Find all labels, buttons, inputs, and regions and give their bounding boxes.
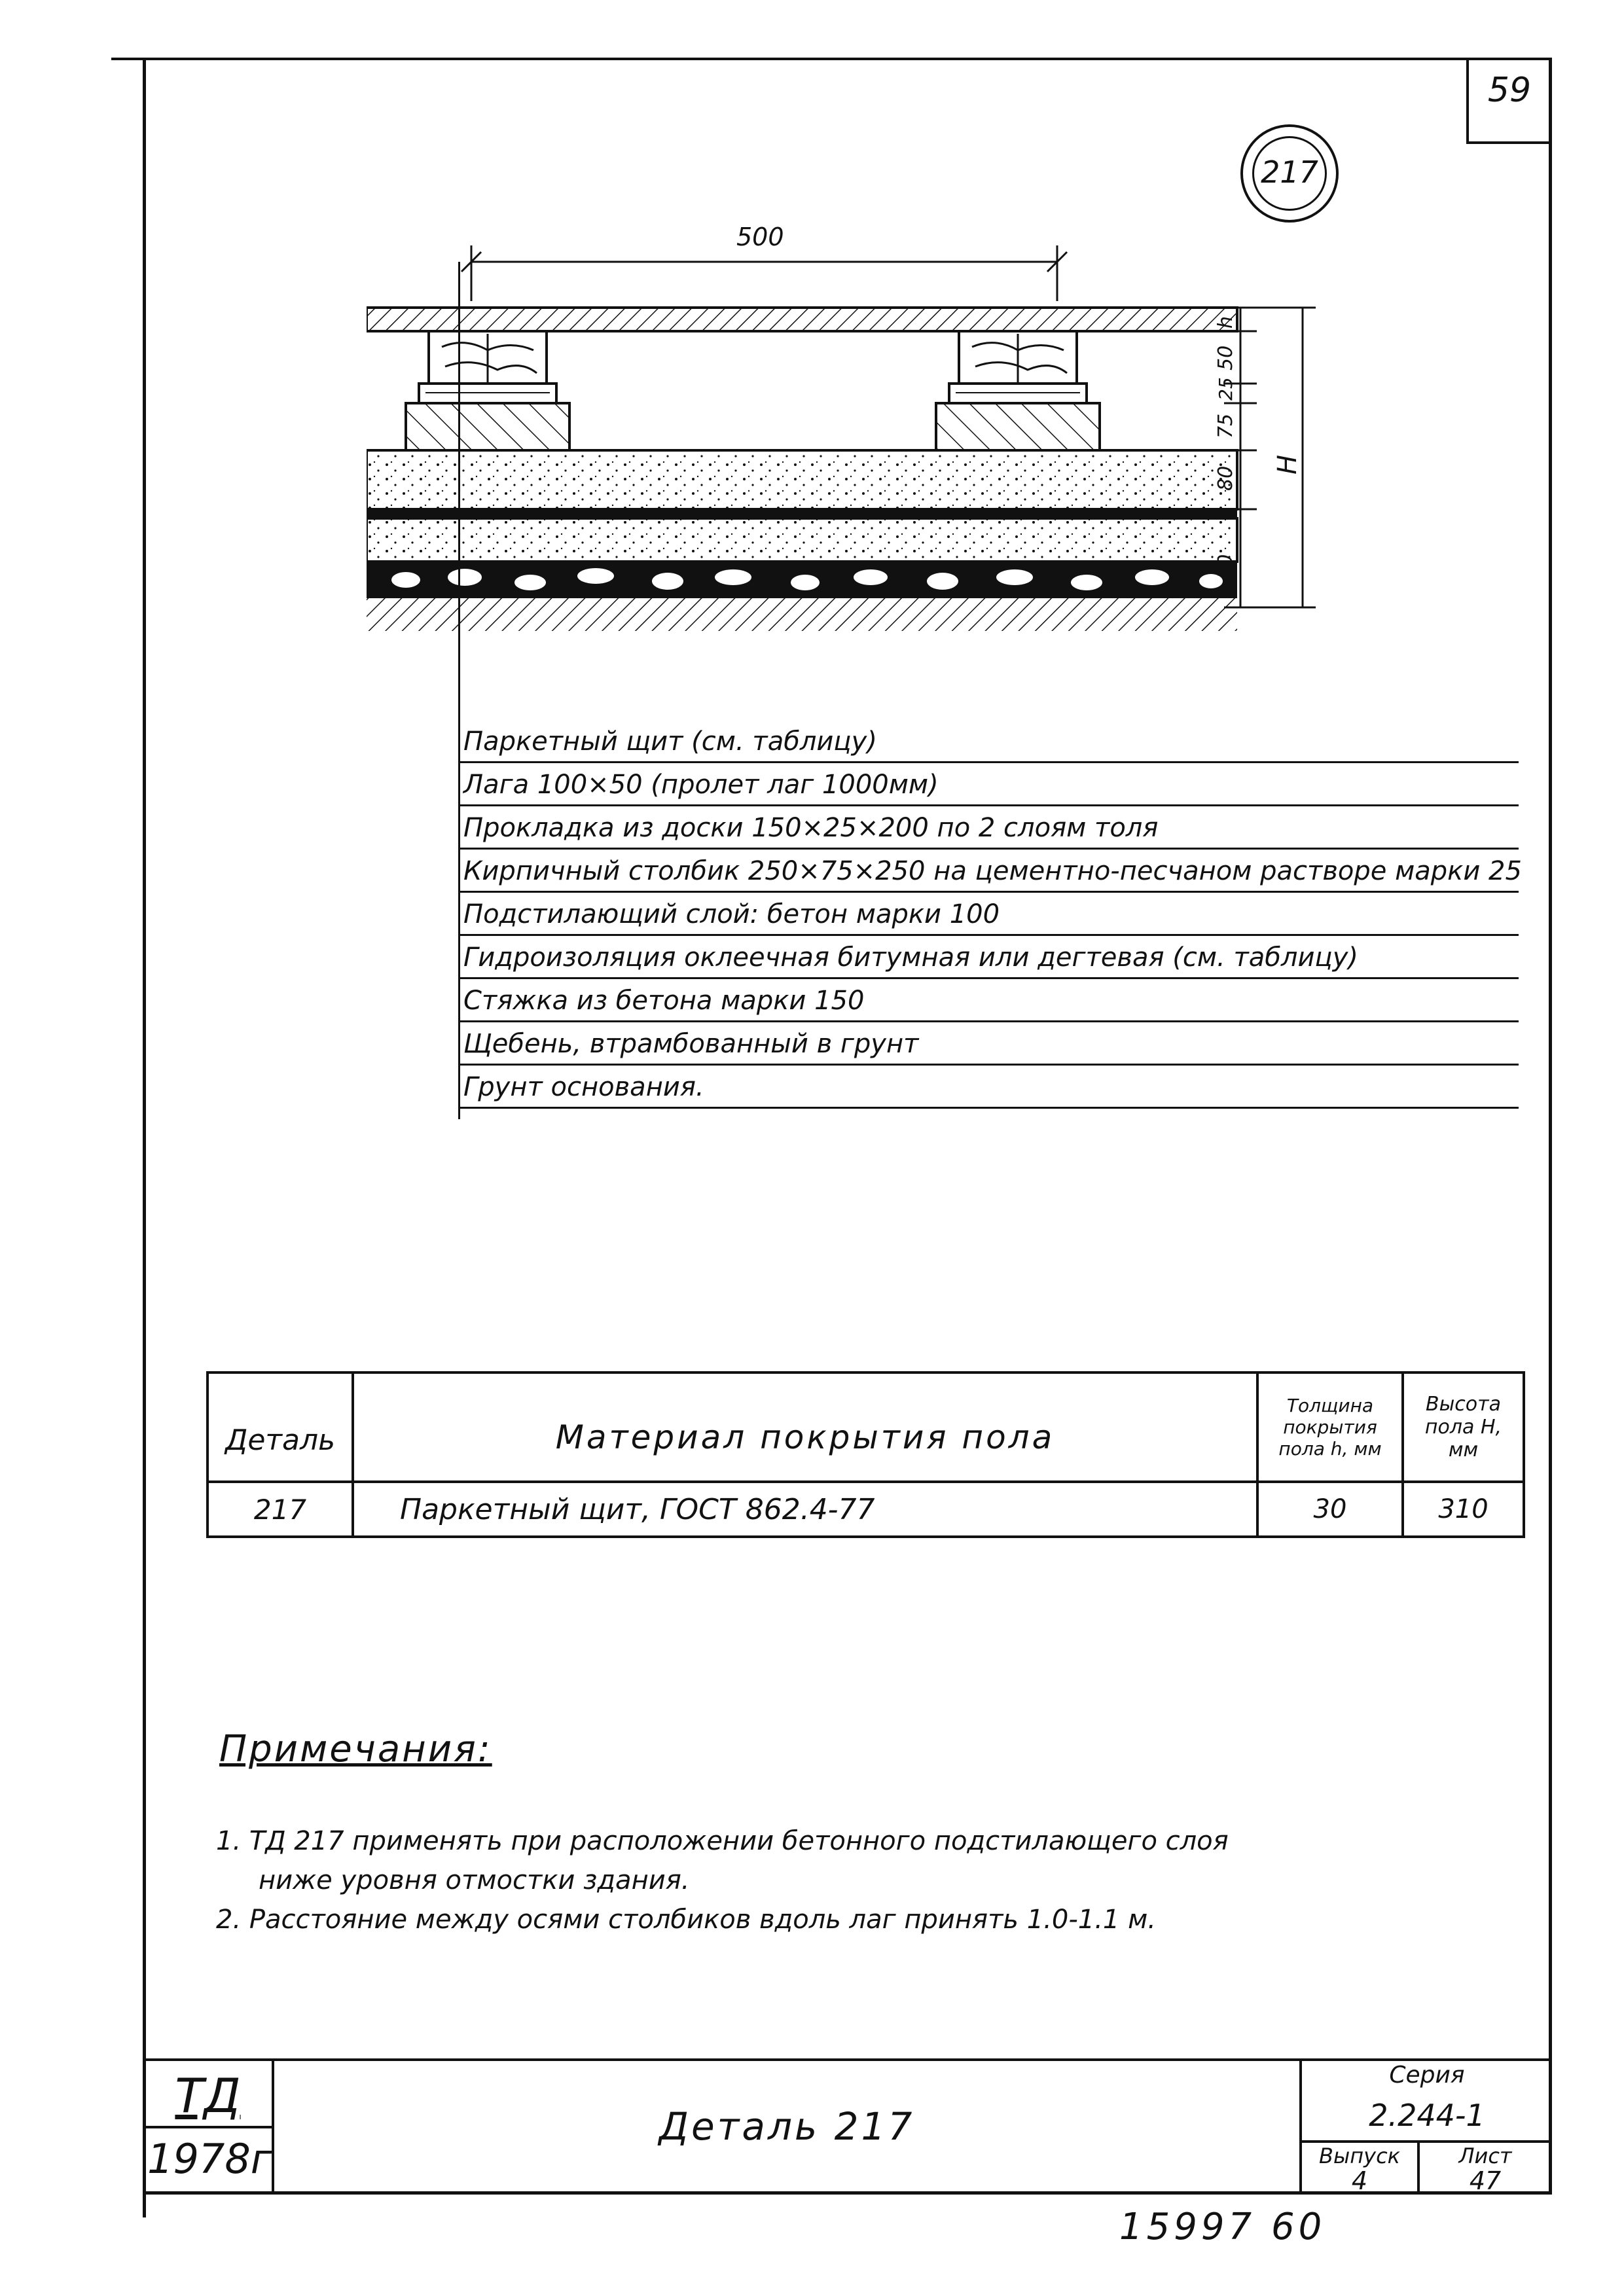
table-cell-material: Паркетный щит, ГОСТ 862.4-77 xyxy=(400,1492,875,1526)
sheet-value: 47 xyxy=(1469,2166,1502,2195)
screed-layer xyxy=(367,518,1237,562)
parquet-board xyxy=(367,308,1237,331)
span-dimension xyxy=(461,223,1067,301)
dim-80: 80 xyxy=(1214,465,1237,491)
detail-mark-circle xyxy=(1240,124,1339,223)
span-dimension-label: 500 xyxy=(736,223,784,251)
material-table xyxy=(206,1371,1525,1538)
table-header-thickness: Толщина покрытия пола h, мм xyxy=(1278,1395,1382,1460)
dim-50-top: 50 xyxy=(1214,345,1237,370)
layer-item: Стяжка из бетона марки 150 xyxy=(458,979,1519,1022)
table-header-detail: Деталь xyxy=(225,1424,336,1457)
title-block-top xyxy=(143,2058,1552,2061)
title-year: 1978г xyxy=(147,2135,272,2183)
layer-item: Подстилающий слой: бетон марки 100 xyxy=(458,893,1519,936)
table-cell-thickness: 30 xyxy=(1313,1494,1347,1524)
waterproofing-layer xyxy=(367,509,1237,518)
layer-item: Щебень, втрамбованный в грунт xyxy=(458,1022,1519,1066)
note-line: 2. Расстояние между осями столбиков вдоль лаг принять 1.0-1.1 м. xyxy=(216,1905,1156,1935)
frame-left xyxy=(143,58,146,2217)
layer-item: Кирпичный столбик 250×75×250 на цементно-песчаном растворе марки 25 xyxy=(458,850,1519,893)
layer-item: Прокладка из доски 150×25×200 по 2 слоям толя xyxy=(458,806,1519,850)
layer-item: Лага 100×50 (пролет лаг 1000мм) xyxy=(458,763,1519,806)
archive-number: 15997 60 xyxy=(1119,2206,1326,2248)
layer-item: Паркетный щит (см. таблицу) xyxy=(458,720,1519,763)
series-value: 2.244-1 xyxy=(1369,2098,1485,2133)
table-cell-detail: 217 xyxy=(253,1493,307,1526)
dim-overall-H: H xyxy=(1272,454,1303,475)
dim-h: h xyxy=(1214,315,1237,329)
corner-number: 59 xyxy=(1487,71,1532,110)
table-cell-height: 310 xyxy=(1438,1494,1489,1524)
issue-value: 4 xyxy=(1351,2166,1368,2195)
frame-top xyxy=(111,58,1551,60)
sheet-label: Лист xyxy=(1458,2144,1512,2168)
dim-50-bottom: 50 xyxy=(1214,554,1237,579)
corner-number-box xyxy=(1466,59,1550,144)
series-label: Серия xyxy=(1389,2062,1465,2089)
title-block-code-divider xyxy=(143,2126,272,2128)
detail-mark-number: 217 xyxy=(1261,154,1318,190)
frame-right xyxy=(1549,58,1552,2191)
table-header-material: Материал покрытия пола xyxy=(555,1418,1055,1456)
ground-hatch xyxy=(367,598,1237,631)
brick-left xyxy=(406,403,569,450)
dim-25: 25 xyxy=(1215,377,1236,401)
note-line: 1. ТД 217 применять при расположении бетонного подстилающего слоя xyxy=(216,1826,1229,1856)
floor-section-drawing xyxy=(367,216,1348,687)
title-block-series-divider xyxy=(1299,2140,1552,2143)
concrete-underlay xyxy=(367,450,1237,509)
title-code: ТД xyxy=(175,2068,241,2123)
table-header-height: Высота пола H, мм xyxy=(1424,1393,1502,1462)
layer-item: Гидроизоляция оклеечная битумная или дегтевая (см. таблицу) xyxy=(458,936,1519,979)
notes-title: Примечания: xyxy=(219,1728,492,1770)
dim-75: 75 xyxy=(1214,413,1237,439)
drawing-title: Деталь 217 xyxy=(659,2104,915,2149)
issue-label: Выпуск xyxy=(1319,2144,1400,2168)
layer-item: Грунт основания. xyxy=(458,1066,1519,1109)
brick-right xyxy=(936,403,1100,450)
note-line: ниже уровня отмостки здания. xyxy=(259,1865,690,1895)
